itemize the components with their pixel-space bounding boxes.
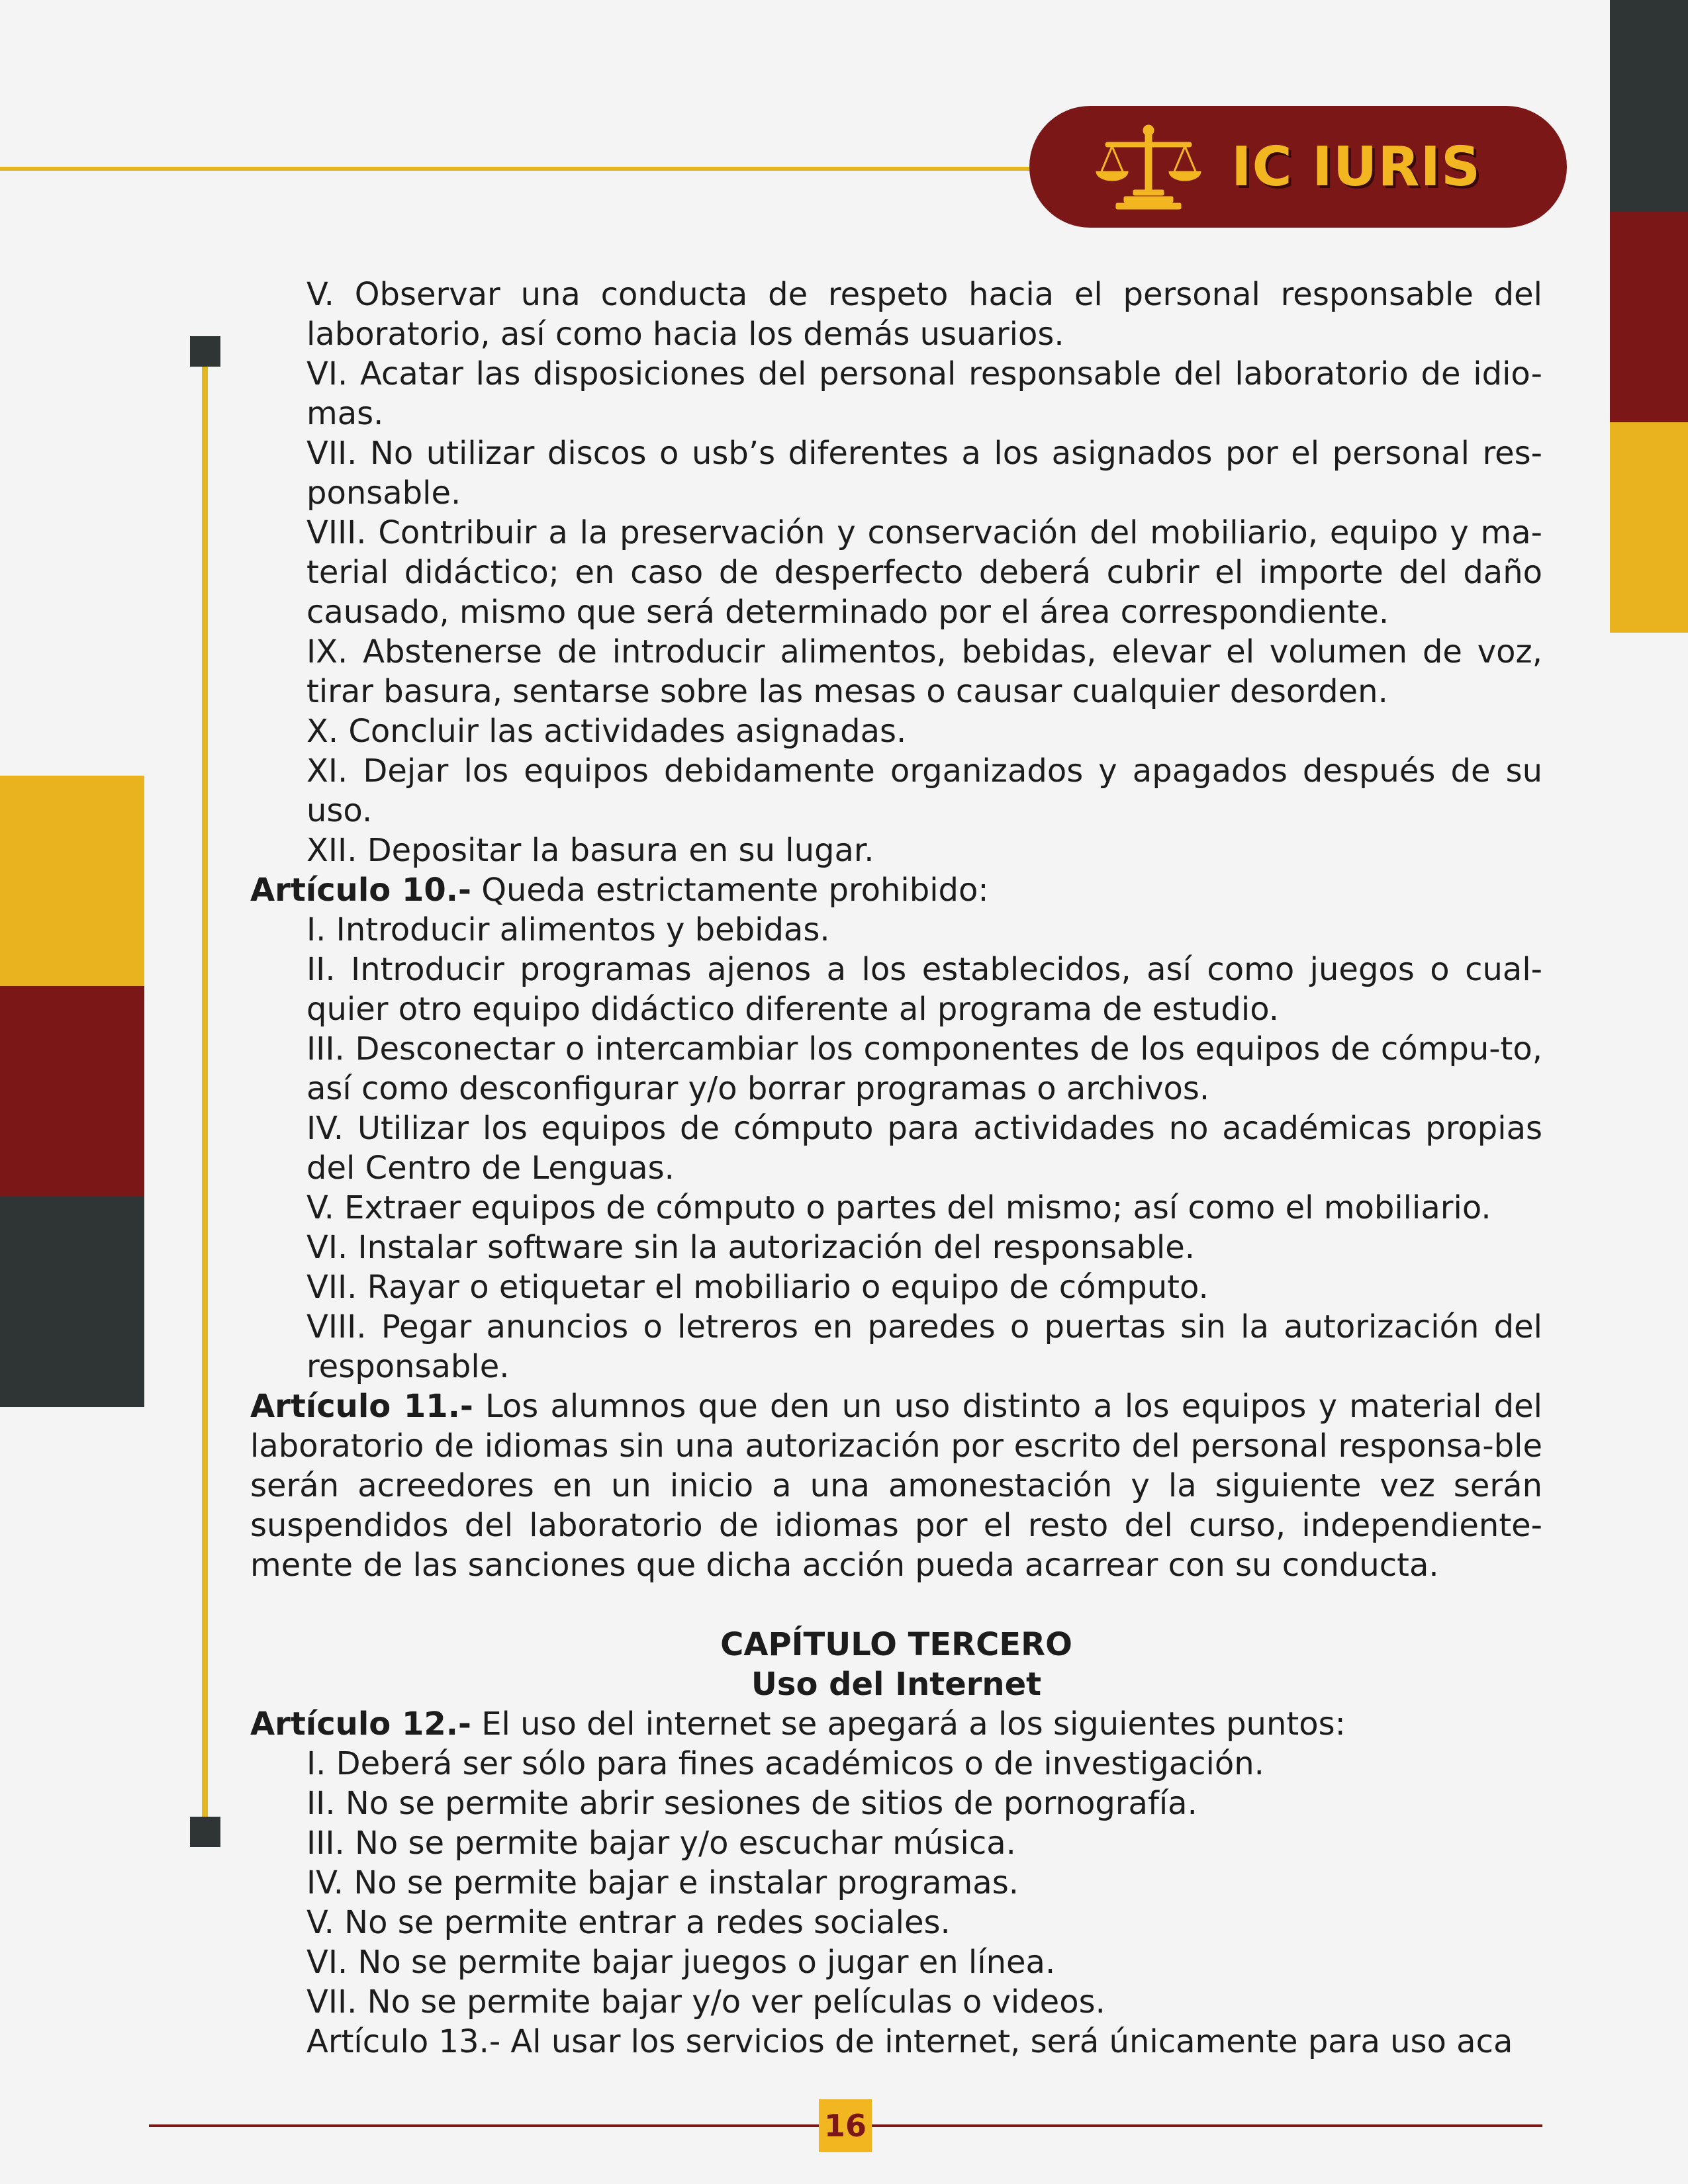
header-rule	[0, 167, 1059, 171]
list-item: VI. Instalar software sin la autorización del responsable.	[306, 1229, 1196, 1266]
right-bar-dark	[1610, 0, 1688, 212]
document-body	[250, 275, 1542, 2062]
list-item: VI. No se permite bajar juegos o jugar en línea.	[306, 1944, 1056, 1981]
list-item: I. Deberá ser sólo para fines académicos o de investigación.	[306, 1745, 1264, 1782]
brand-badge	[1029, 106, 1567, 228]
list-item: VIII. Pegar anuncios o letreros en paredes o puertas sin la autorización del responsable.	[306, 1308, 1542, 1385]
list-item: III. Desconectar o intercambiar los componentes de los equipos de cómpu-to, así como desconfigurar y/o borrar programas o archivos.	[306, 1030, 1542, 1107]
article-11	[250, 1387, 1542, 1585]
list-item: VII. Rayar o etiquetar el mobiliario o equipo de cómputo.	[306, 1269, 1209, 1306]
list-item: VIII. Contribuir a la preservación y conservación del mobiliario, equipo y ma-terial didáctico; en caso de desperfecto deberá cubrir el importe del daño causado, mismo que será determinado por el área correspondiente.	[306, 514, 1542, 631]
list-item: X. Concluir las actividades asignadas.	[306, 713, 907, 750]
list-item: IV. Utilizar los equipos de cómputo para actividades no académicas propias del Centro de Lenguas.	[306, 1110, 1542, 1187]
article-text: Los alumnos que den un uso distinto a los equipos y material del laboratorio de idiomas sin una autorización por escrito del personal responsa-ble serán acreedores en un inicio a una amonestación y la siguiente vez serán suspendidos del laboratorio de idiomas por el resto del curso, independiente-mente de las sanciones que dicha acción pueda acarrear con su conducta.	[250, 1388, 1542, 1584]
left-bar-gold	[0, 776, 144, 986]
article-text: Queda estrictamente prohibido:	[471, 872, 989, 909]
list-item: III. No se permite bajar y/o escuchar música.	[306, 1825, 1016, 1862]
list-item: II. Introducir programas ajenos a los establecidos, así como juegos o cual-quier otro equipo didáctico diferente al programa de estudio.	[306, 951, 1542, 1028]
chapter-title: CAPÍTULO TERCERO	[720, 1626, 1072, 1663]
article-10	[250, 870, 1542, 910]
list-item: Artículo 13.- Al usar los servicios de internet, será únicamente para uso aca	[306, 2023, 1513, 2060]
article-label: Artículo 10.-	[250, 872, 471, 909]
timeline-node-top	[190, 336, 220, 367]
article-label: Artículo 11.-	[250, 1388, 473, 1425]
timeline-line	[202, 361, 208, 1823]
list-item: I. Introducir alimentos y bebidas.	[306, 911, 830, 948]
timeline-node-bottom	[190, 1817, 220, 1847]
list-item: V. Extraer equipos de cómputo o partes del mismo; así como el mobiliario.	[306, 1189, 1491, 1226]
left-bar-dark	[0, 1197, 144, 1407]
scales-of-justice-icon	[1092, 124, 1205, 210]
article-12	[250, 1704, 1542, 1744]
list-item: VII. No utilizar discos o usb’s diferentes a los asignados por el personal res-ponsable.	[306, 435, 1542, 512]
list-item: XI. Dejar los equipos debidamente organizados y apagados después de su uso.	[306, 752, 1542, 829]
left-bar-maroon	[0, 986, 144, 1197]
list-item: XII. Depositar la basura en su lugar.	[306, 832, 874, 869]
page-number: 16	[819, 2099, 872, 2152]
list-item: IV. No se permite bajar e instalar programas.	[306, 1864, 1019, 1901]
right-bar-maroon	[1610, 212, 1688, 422]
brand-name: IC IURIS	[1231, 135, 1481, 199]
list-item: V. Observar una conducta de respeto hacia el personal responsable del laboratorio, así como hacia los demás usuarios.	[306, 276, 1542, 353]
list-item: V. No se permite entrar a redes sociales.	[306, 1904, 951, 1941]
list-item: VII. No se permite bajar y/o ver películas o videos.	[306, 1983, 1105, 2021]
list-item: IX. Abstenerse de introducir alimentos, bebidas, elevar el volumen de voz, tirar basura, sentarse sobre las mesas o causar cualquier desorden.	[306, 633, 1542, 710]
chapter-subtitle: Uso del Internet	[751, 1666, 1042, 1703]
right-bar-gold	[1610, 422, 1688, 633]
list-internet-rules	[250, 1744, 1542, 2062]
list-item: II. No se permite abrir sesiones de sitios de pornografía.	[306, 1785, 1197, 1822]
article-label: Artículo 12.-	[250, 1706, 471, 1743]
article-text: El uso del internet se apegará a los siguientes puntos:	[471, 1706, 1346, 1743]
list-prohibitions	[250, 910, 1542, 1387]
list-item: VI. Acatar las disposiciones del personal responsable del laboratorio de idio-mas.	[306, 355, 1542, 432]
spacer	[250, 1585, 1542, 1625]
list-conduct-rules	[250, 275, 1542, 870]
